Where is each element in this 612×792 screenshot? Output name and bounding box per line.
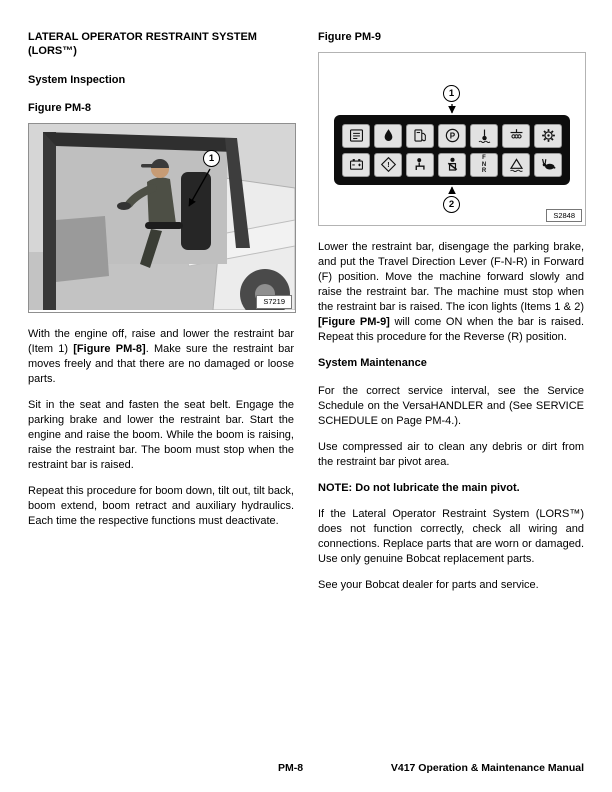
- photo-code-s7219: S7219: [256, 295, 292, 309]
- figure-reference: [Figure PM-8]: [73, 343, 146, 356]
- maintenance-paragraph-4: See your Bobcat dealer for parts and service.: [318, 578, 539, 591]
- gear-icon: [534, 124, 562, 148]
- figure-pm8: [28, 123, 296, 313]
- right-column: [318, 30, 584, 604]
- operation-paragraph-1: [318, 240, 584, 345]
- fnr-letter-r: R: [481, 168, 487, 175]
- inspection-paragraph-1: [28, 327, 294, 387]
- oil-pressure-icon: [374, 124, 402, 148]
- manual-icon: [342, 124, 370, 148]
- manual-title: V417 Operation & Maintenance Manual: [390, 762, 584, 774]
- text-run: . Make sure the restraint bar moves freely and that there are no damaged or loose parts.: [28, 343, 294, 386]
- figure-reference: [Figure PM-9]: [318, 316, 390, 329]
- maintenance-paragraph-3: If the Lateral Operator Restraint System (LORS™) does not function correctly, check all wiring and connections. Replace parts that are worn or damaged. Use only genuine Bobcat replacement parts.: [318, 507, 584, 565]
- section-heading: LATERAL OPERATOR RESTRAINT SYSTEM (LORS™): [28, 31, 257, 58]
- text-run: With the engine off, raise and lower the restraint bar (Item 1): [28, 328, 294, 356]
- svg-text:!: !: [386, 160, 390, 170]
- photo-code-s2848: S2848: [546, 209, 582, 223]
- panel-top-row: [342, 124, 562, 148]
- fnr-letter-f: F: [482, 154, 486, 161]
- parking-brake-icon: [438, 124, 466, 148]
- page-footer: [28, 762, 584, 776]
- left-column: [28, 30, 294, 604]
- figure-pm9: [318, 52, 586, 226]
- maintenance-paragraph-1: For the correct service interval, see the Service Schedule on the VersaHANDLER and (See SERVICE SCHEDULE on Page PM-4.).: [318, 385, 584, 428]
- seatbelt-icon: [438, 153, 466, 177]
- callout-1: 1: [203, 150, 220, 167]
- high-speed-rabbit-icon: [534, 153, 562, 177]
- svg-text:P: P: [449, 131, 455, 141]
- tilt-icon: [502, 153, 530, 177]
- glow-plug-icon: [502, 124, 530, 148]
- callout-2: 2: [443, 196, 460, 213]
- fnr-icon: [470, 153, 498, 177]
- inspection-paragraph-2: Sit in the seat and fasten the seat belt. Engage the parking brake and lower the restraint bar. Start the engine and raise the boom. While the boom is raising, raise the restraint bar. The boom must stop when the restraint bar is raised.: [28, 399, 294, 471]
- panel-bottom-row: [342, 153, 562, 177]
- subheading-system-inspection: System Inspection: [28, 73, 126, 86]
- callout-1: 1: [443, 85, 460, 102]
- warning-icon: [374, 153, 402, 177]
- operator-in-cab-photo: [29, 124, 295, 310]
- subheading-system-maintenance: System Maintenance: [318, 356, 427, 369]
- coolant-temp-icon: [470, 124, 498, 148]
- fnr-letter-n: N: [481, 161, 487, 168]
- maintenance-paragraph-2: Use compressed air to clean any debris or dirt from the restraint bar pivot area.: [318, 441, 584, 469]
- inspection-paragraph-3: Repeat this procedure for boom down, tilt out, tilt back, boom extend, boom retract and auxiliary hydraulics. Each time the respective functions must deactivate.: [28, 484, 294, 527]
- battery-icon: [342, 153, 370, 177]
- note-text: NOTE: Do not lubricate the main pivot.: [318, 482, 520, 495]
- figure-pm8-label: Figure PM-8: [28, 101, 91, 114]
- page-number: PM-8: [278, 762, 304, 774]
- text-run: Lower the restraint bar, disengage the parking brake, and put the Travel Direction Lever (F-N-R) in Forward (F) position. Move the machine forward slowly and raise the restraint bar. The machine must stop when the restraint bar is raised. The icon lights (Items 1 & 2): [318, 241, 584, 314]
- fuel-level-icon: [406, 124, 434, 148]
- instrument-panel: [334, 115, 570, 185]
- operator-seated-icon: [406, 153, 434, 177]
- text-run: will come ON when the bar is raised. Repeat this procedure for the Reverse (R) position.: [318, 316, 584, 344]
- figure-pm9-label: Figure PM-9: [318, 31, 381, 43]
